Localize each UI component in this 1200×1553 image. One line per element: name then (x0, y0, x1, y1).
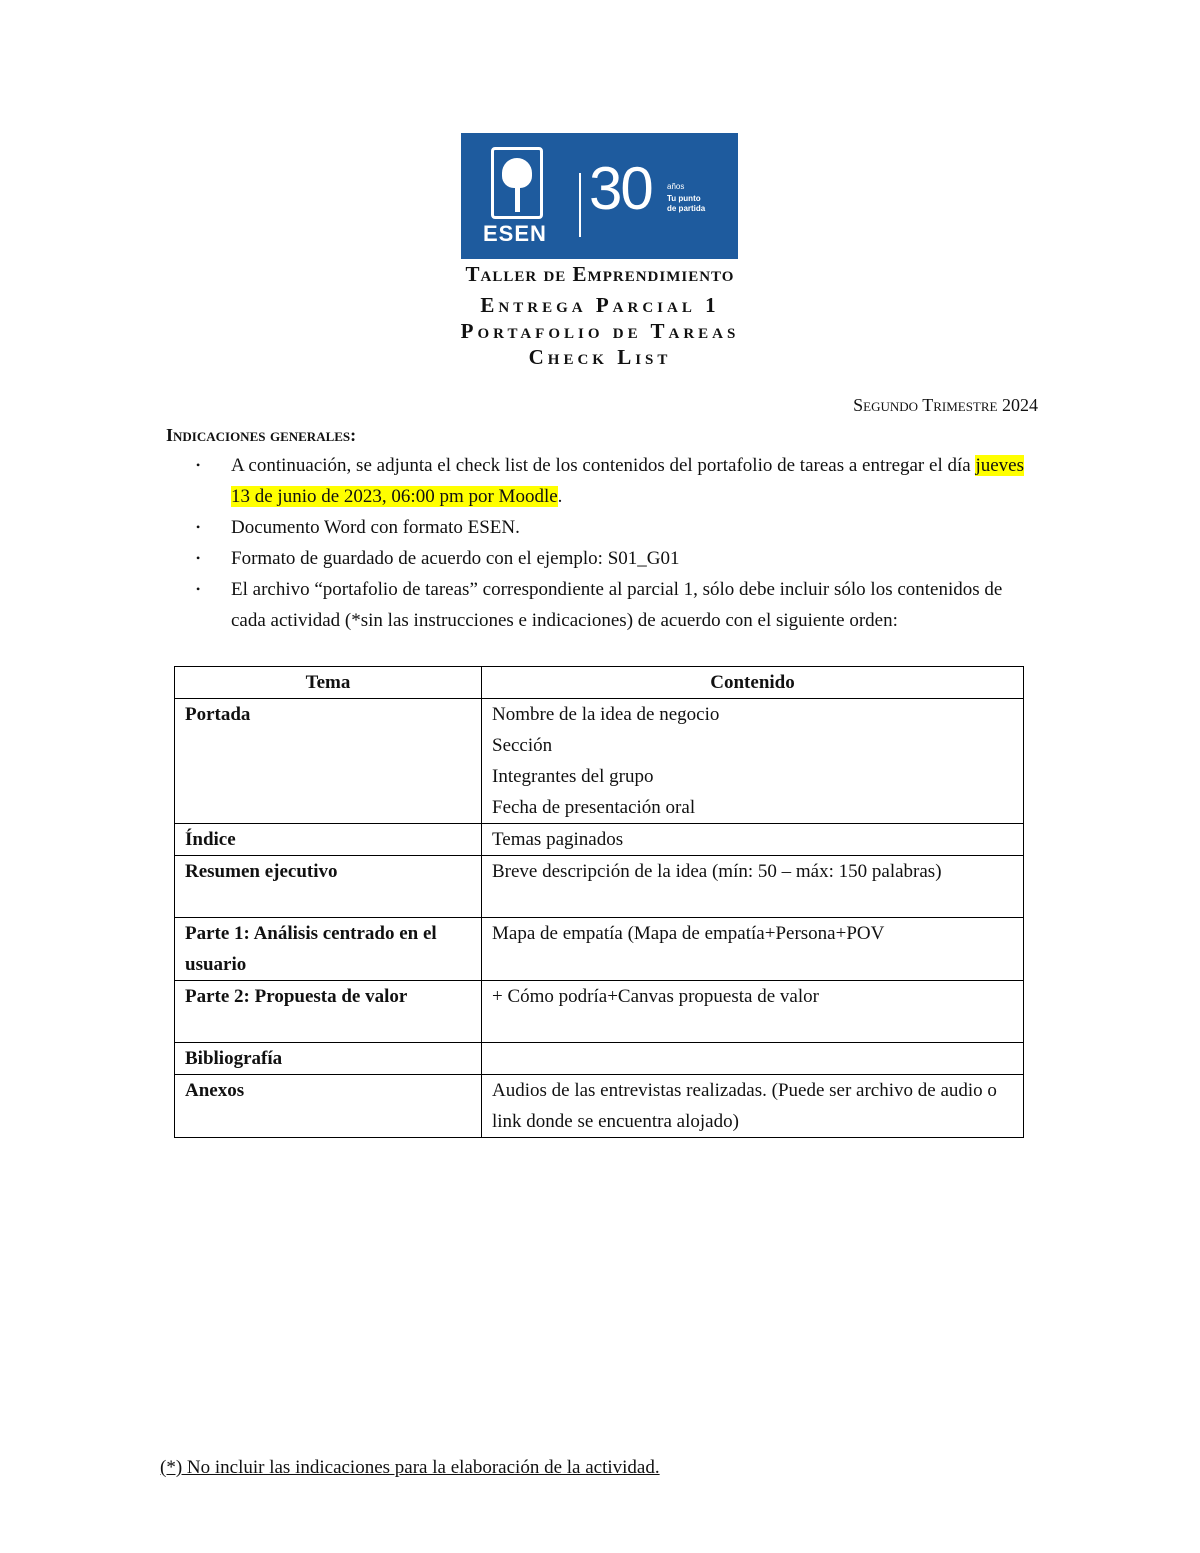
table-row (175, 699, 1024, 824)
table-row (175, 918, 1024, 981)
logo-anniversary-number: 30 (589, 155, 652, 222)
instructions-heading: Indicaciones generales: (166, 425, 357, 445)
table-row (175, 1075, 1024, 1138)
contenido-line: Nombre de la idea de negocio (492, 704, 720, 725)
logo-text: ESEN (483, 221, 547, 246)
logo-tag-line1: Tu punto (667, 194, 701, 203)
checklist-table (174, 666, 1024, 1138)
row-tema: Parte 2: Propuesta de valor (175, 981, 482, 1043)
bullet-icon: • (196, 582, 201, 596)
esen-logo (461, 133, 738, 259)
row-tema: Parte 1: Análisis centrado en el usuario (175, 918, 482, 981)
row-contenido (482, 981, 1024, 1043)
row-tema: Bibliografía (175, 1043, 482, 1075)
contenido-line: Mapa de empatía (Mapa de empatía+Persona+POV (492, 923, 885, 944)
table-row (175, 824, 1024, 856)
row-tema: Resumen ejecutivo (175, 856, 482, 918)
contenido-line: Integrantes del grupo (492, 766, 654, 787)
bullet-icon: • (196, 551, 201, 565)
tree-emblem-icon (491, 147, 543, 219)
delivery-title: Entrega Parcial 1 (480, 293, 720, 317)
contenido-line: Breve descripción de la idea (mín: 50 – máx: 150 palabras) (492, 861, 942, 882)
term-label: Segundo Trimestre 2024 (853, 395, 1038, 415)
row-contenido (482, 1043, 1024, 1075)
logo-tag-line2: de partida (667, 204, 706, 213)
row-contenido (482, 699, 1024, 824)
bullet-icon: • (196, 458, 201, 472)
course-title: Taller de Emprendimiento (465, 262, 735, 286)
table-header-row (175, 667, 1024, 699)
contenido-line: Sección (492, 735, 553, 756)
instructions-list (196, 450, 1036, 636)
row-tema: Anexos (175, 1075, 482, 1138)
table-row (175, 856, 1024, 918)
row-contenido (482, 918, 1024, 981)
row-contenido (482, 856, 1024, 918)
row-tema: Índice (175, 824, 482, 856)
contenido-line: Fecha de presentación oral (492, 797, 696, 818)
row-contenido (482, 824, 1024, 856)
row-tema: Portada (175, 699, 482, 824)
list-item: • A continuación, se adjunta el check list de los contenidos del portafolio de tareas a entregar el día jueves 13 de junio de 2023, 06:00 pm por Moodle. (196, 450, 1036, 512)
portfolio-title: Portafolio de Tareas (460, 319, 740, 343)
contenido-line: + Cómo podría+Canvas propuesta de valor (492, 986, 819, 1007)
logo-divider (579, 173, 581, 237)
checklist-title: Check List (528, 345, 672, 369)
header-contenido: Contenido (482, 667, 1024, 699)
table-row (175, 981, 1024, 1043)
table-row (175, 1043, 1024, 1075)
bullet-icon: • (196, 520, 201, 534)
contenido-line: Temas paginados (492, 829, 624, 850)
row-contenido (482, 1075, 1024, 1138)
logo-tag-anos: años (667, 182, 685, 191)
list-item: • Formato de guardado de acuerdo con el ejemplo: S01_G01 (196, 543, 1036, 574)
deadline-highlight: jueves 13 de junio de 2023, 06:00 pm por Moodle (231, 455, 1024, 507)
header-tema: Tema (175, 667, 482, 699)
contenido-line: Audios de las entrevistas realizadas. (Puede ser archivo de audio o link donde se encuentra alojado) (492, 1080, 997, 1132)
list-item: • El archivo “portafolio de tareas” correspondiente al parcial 1, sólo debe incluir sólo los contenidos de cada actividad (*sin las instrucciones e indicaciones) de acuerdo con el siguiente orden: (196, 574, 1036, 636)
list-item: • Documento Word con formato ESEN. (196, 512, 1036, 543)
footnote: (*) No incluir las indicaciones para la elaboración de la actividad. (160, 1457, 660, 1478)
